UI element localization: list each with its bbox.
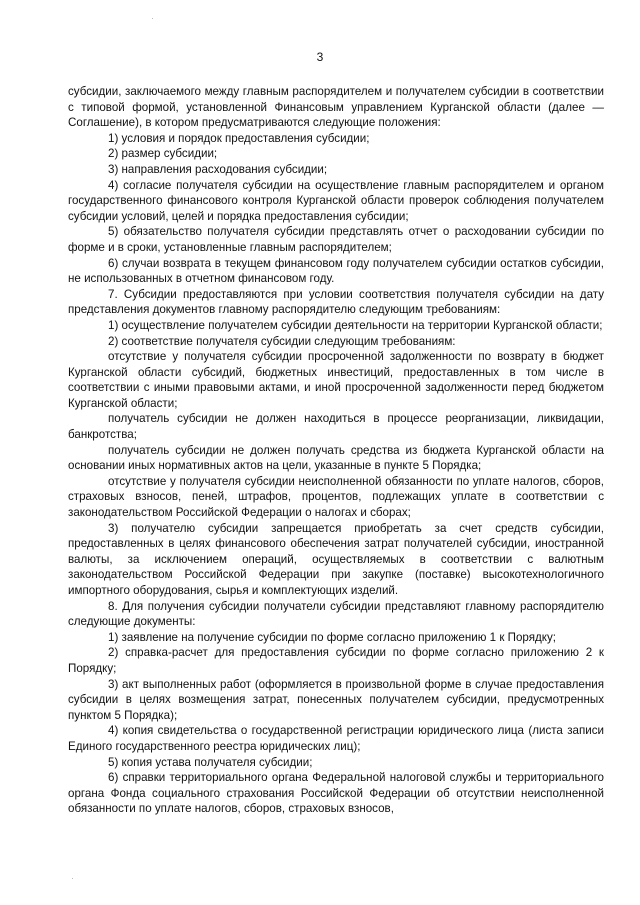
- requirement-paragraph: получатель субсидии не должен находиться в процессе реорганизации, ликвидации, банкротства;: [68, 412, 604, 442]
- requirement-paragraph: отсутствие у получателя субсидии неисполненной обязанности по уплате налогов, сборов, страховых взносов, пеней, штрафов, процентов, подлежащих уплате в соответствии с законодательством Российской Федерации о налогах и сборах;: [68, 474, 604, 520]
- scan-speck: [152, 18, 153, 19]
- list-item: 6) справки территориального органа Федеральной налоговой службы и территориального органа Фонда социального страхования Российской Федерации об отсутствии неисполненной обязанности по уплате налогов, сборов, страховых взносов,: [68, 771, 604, 816]
- list-item: 1) осуществление получателем субсидии деятельности на территории Курганской области;: [108, 318, 603, 332]
- page-number: 3: [316, 50, 324, 64]
- list-item: 5) обязательство получателя субсидии представлять отчет о расходовании субсидии по форме и в сроки, установленные главным распорядителем;: [68, 225, 604, 254]
- list-item: 6) случаи возврата в текущем финансовом году получателем субсидии остатков субсидии, не использованных в отчетном финансовом году.: [68, 256, 604, 286]
- requirement-paragraph: получатель субсидии не должен получать средства из бюджета Курганской области на основании иных нормативных актов на цели, указанные в пункте 5 Порядка;: [68, 443, 604, 473]
- clause-8: 8. Для получения субсидии получатели субсидии представляют главному распорядителю следующие документы:: [68, 599, 604, 629]
- list-item: 1) условия и порядок предоставления субсидии;: [108, 131, 370, 145]
- paragraph-continuation: субсидии, заключаемого между главным распорядителем и получателем субсидии в соответствии с типовой формой, установленной Финансовым управлением Курганской области (далее — Соглашение), в котором предусматриваются следующие положения:: [68, 85, 604, 130]
- document-body: [68, 84, 604, 817]
- requirement-paragraph: отсутствие у получателя субсидии просроченной задолженности по возврату в бюджет Курганской области субсидий, бюджетных инвестиций, предоставленных в том числе в соответствии с иными правовыми актами, и иной просроченной задолженности перед бюджетом Курганской области;: [68, 350, 604, 410]
- list-item: 3) получателю субсидии запрещается приобретать за счет средств субсидии, предоставленных в целях финансового обеспечения затрат получателей субсидии, иностранной валюты, за исключением операций, осуществляемых в соответствии с валютным законодательством Российской Федерации при закупке (поставке) высокотехнологичного импортного оборудования, сырья и комплектующих изделий.: [68, 521, 604, 597]
- clause-7: 7. Субсидии предоставляются при условии соответствия получателя субсидии на дату представления документов главному распорядителю следующим требованиям:: [68, 287, 604, 317]
- list-item: 3) направления расходования субсидии;: [108, 162, 328, 176]
- list-item: 4) копия свидетельства о государственной регистрации юридического лица (листа записи Единого государственного реестра юридических лиц);: [68, 724, 604, 753]
- list-item: 2) справка-расчет для предоставления субсидии по форме согласно приложению 2 к Порядку;: [68, 646, 604, 675]
- scan-speck: [72, 878, 73, 879]
- list-item: 2) соответствие получателя субсидии следующим требованиям:: [108, 334, 456, 348]
- list-item: 1) заявление на получение субсидии по форме согласно приложению 1 к Порядку;: [108, 630, 557, 644]
- list-item: 2) размер субсидии;: [108, 147, 218, 161]
- list-item: 5) копия устава получателя субсидии;: [108, 755, 313, 769]
- list-item: 4) согласие получателя субсидии на осуществление главным распорядителем и органом государственного финансового контроля Курганской области проверок соблюдения получателем субсидии условий, целей и порядка предоставления субсидии;: [68, 178, 604, 223]
- list-item: 3) акт выполненных работ (оформляется в произвольной форме в случае предоставления субсидии в целях возмещения затрат, понесенных получателем субсидии, предусмотренных пунктом 5 Порядка);: [68, 677, 604, 722]
